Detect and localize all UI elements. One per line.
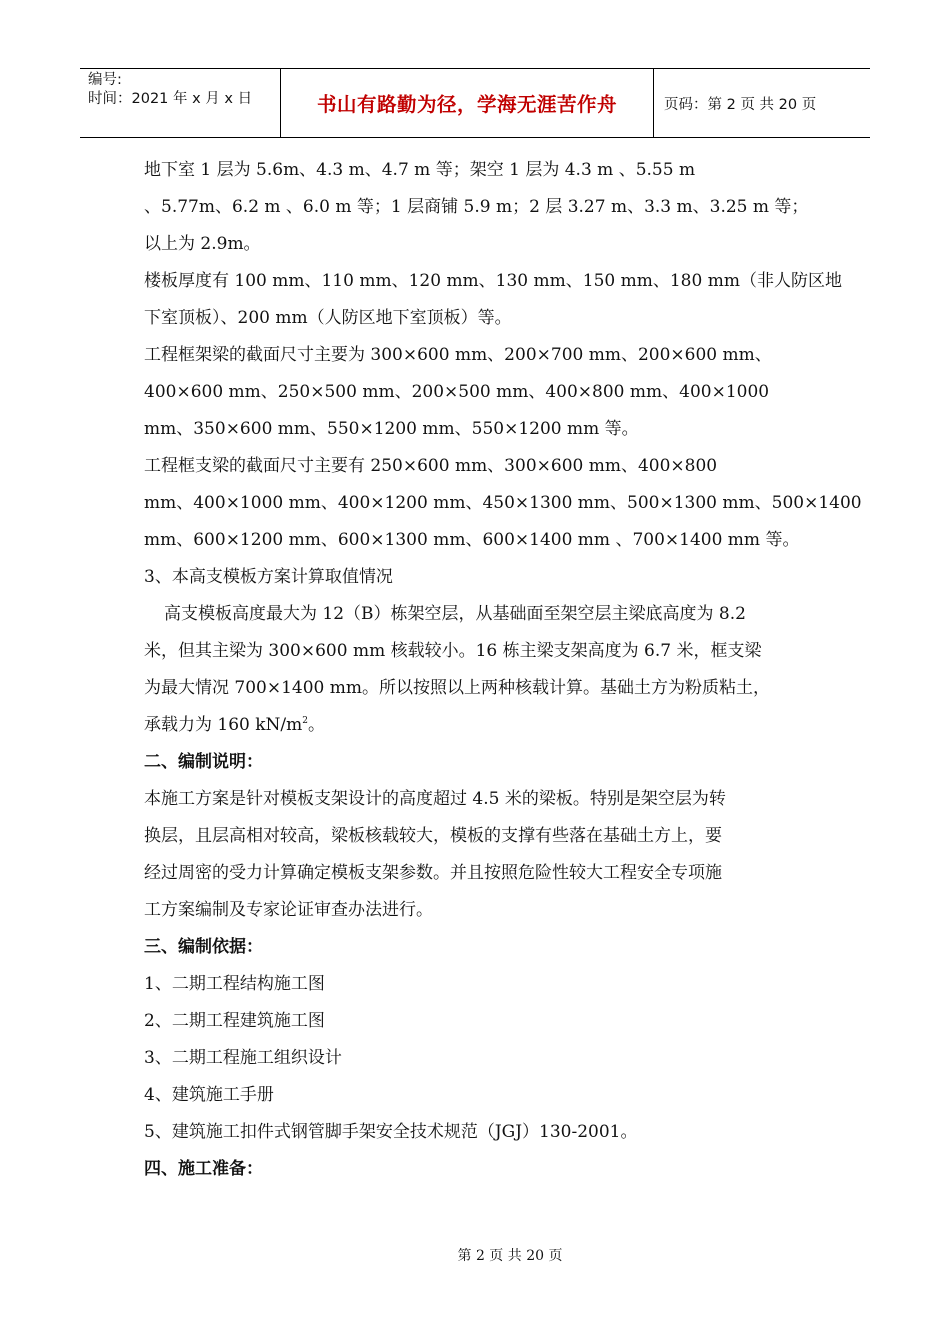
bearing-line: [144, 707, 814, 744]
list-item: 1、二期工程结构施工图: [144, 974, 325, 994]
body-line: mm、350×600 mm、550×1200 mm、550×1200 mm 等。: [144, 419, 639, 439]
list-item: 2、二期工程建筑施工图: [144, 1011, 325, 1031]
header-motto: 书山有路勤为径，学海无涯苦作舟: [281, 69, 654, 137]
list-item: 5、建筑施工扣件式钢管脚手架安全技术规范（JGJ）130-2001。: [144, 1122, 638, 1142]
body-line: 高支模板高度最大为 12（B）栋架空层，从基础面至架空层主梁底高度为 8.2: [164, 604, 746, 624]
body-line: 为最大情况 700×1400 mm。所以按照以上两种核载计算。基础土方为粉质粘土，: [144, 678, 771, 698]
body-line: 工程框架梁的截面尺寸主要为 300×600 mm、200×700 mm、200×600 mm、: [144, 345, 772, 365]
body-line: 经过周密的受力计算确定模板支架参数。并且按照危险性较大工程安全专项施: [144, 863, 722, 883]
body-line: 工方案编制及专家论证审查办法进行。: [144, 900, 433, 920]
body-line: mm、400×1000 mm、400×1200 mm、450×1300 mm、500×1300 mm、500×1400: [144, 493, 862, 513]
body-line: 下室顶板）、200 mm（人防区地下室顶板）等。: [144, 308, 512, 328]
body-line: 米，但其主梁为 300×600 mm 核载较小。16 栋主梁支架高度为 6.7 米，框支梁: [144, 641, 762, 661]
code-label: 编号:: [88, 72, 122, 88]
heading-compilation-notes: 二、编制说明：: [144, 752, 263, 772]
body-line: 本施工方案是针对模板支架设计的高度超过 4.5 米的梁板。特别是架空层为转: [144, 789, 726, 809]
heading-construction-prep: 四、施工准备：: [144, 1159, 263, 1179]
body-line: 楼板厚度有 100 mm、110 mm、120 mm、130 mm、150 mm、180 mm（非人防区地: [144, 271, 842, 291]
body-line: 工程框支梁的截面尺寸主要有 250×600 mm、300×600 mm、400×800: [144, 456, 718, 476]
section-title: 3、本高支模板方案计算取值情况: [144, 567, 393, 587]
heading-compilation-basis: 三、编制依据：: [144, 937, 263, 957]
bearing-text: 承载力为 160 kN/m: [144, 715, 303, 735]
body-line: 地下室 1 层为 5.6m、4.3 m、4.7 m 等；架空 1 层为 4.3 m 、5.55 m: [144, 160, 696, 180]
bearing-superscript: 2: [302, 716, 309, 726]
page-header: [80, 68, 870, 138]
document-body: [144, 152, 862, 1188]
bearing-end: 。: [308, 715, 326, 735]
list-item: 4、建筑施工手册: [144, 1085, 274, 1105]
body-line: 换层，且层高相对较高，梁板核载较大，模板的支撑有些落在基础土方上，要: [144, 826, 722, 846]
body-line: mm、600×1200 mm、600×1300 mm、600×1400 mm 、700×1400 mm 等。: [144, 530, 800, 550]
time-label: 时间：2021 年 x 月 x 日: [88, 91, 253, 107]
body-line: 、5.77m、6.2 m 、6.0 m 等；1 层商铺 5.9 m；2 层 3.27 m、3.3 m、3.25 m 等；: [144, 197, 809, 217]
list-item: 3、二期工程施工组织设计: [144, 1048, 342, 1068]
body-line: 以上为 2.9m。: [144, 234, 261, 254]
body-line: 400×600 mm、250×500 mm、200×500 mm、400×800 mm、400×1000: [144, 382, 770, 402]
page-footer: 第 2 页 共 20 页: [457, 1248, 563, 1264]
header-meta: [80, 69, 281, 137]
header-page-label: 页码：第 2 页 共 20 页: [664, 96, 817, 113]
